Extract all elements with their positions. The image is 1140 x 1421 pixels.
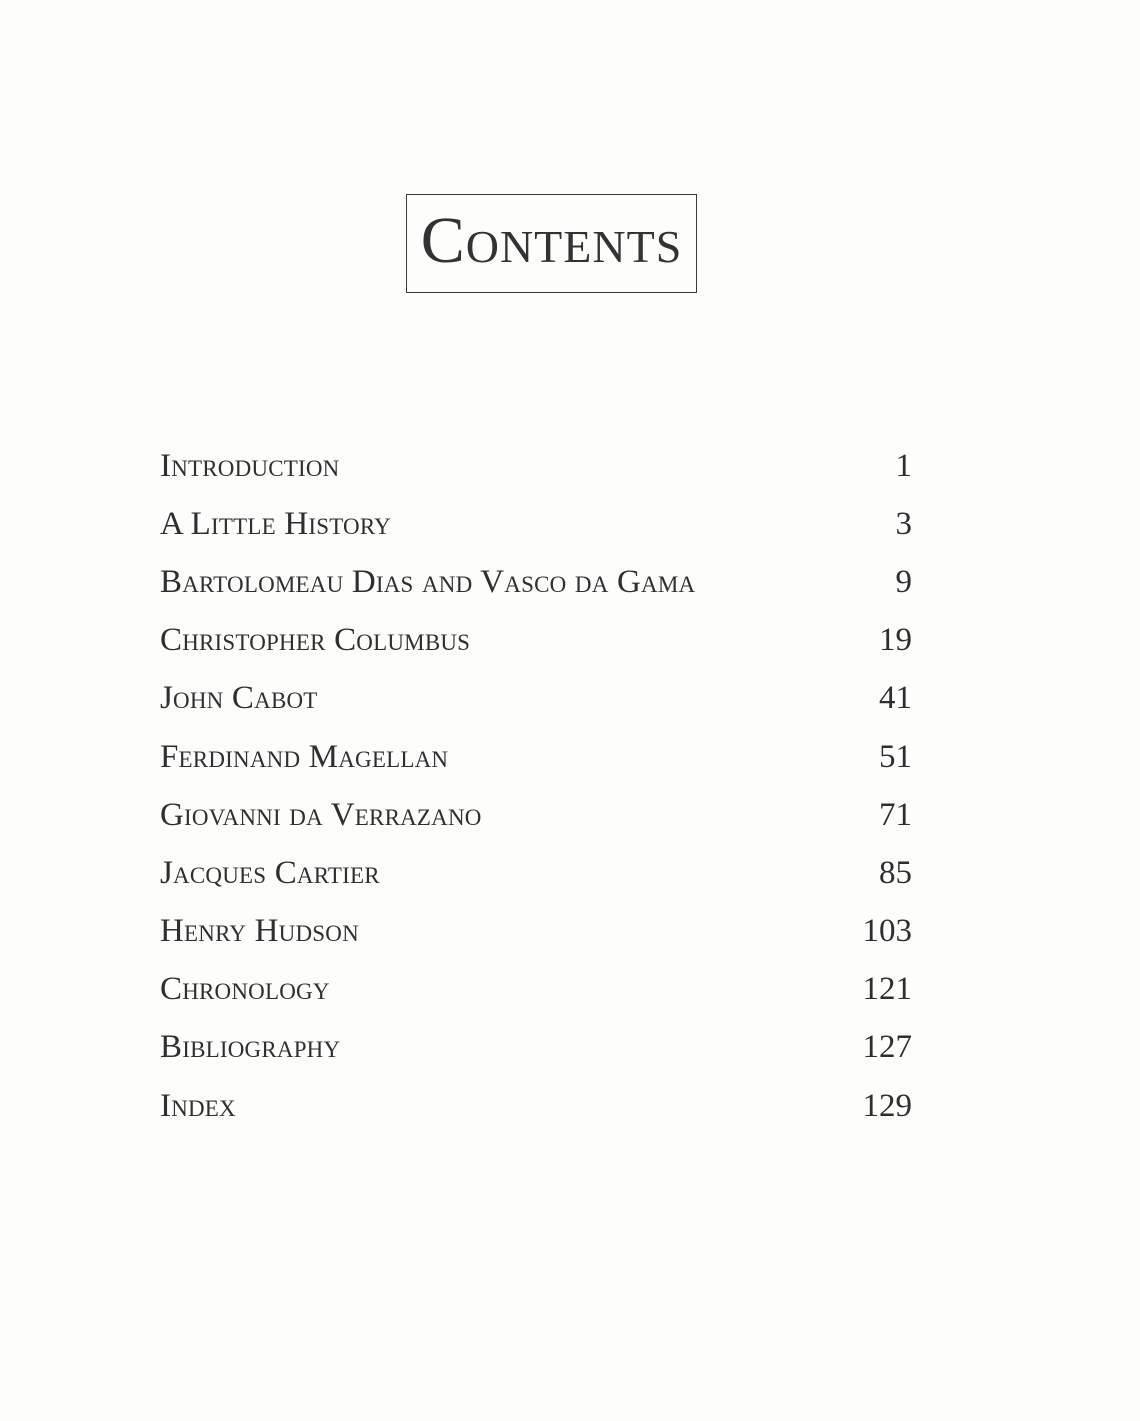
toc-entry-chronology[interactable]: [160, 961, 912, 1019]
toc-entry-dias-and-da-gama[interactable]: [160, 553, 912, 611]
toc-entry-title: Introduction: [160, 447, 340, 484]
toc-entry-title: Index: [160, 1087, 236, 1124]
toc-entry-title: Giovanni da Verrazano: [160, 796, 482, 833]
page-title: Contents: [420, 203, 683, 277]
toc-entry-jacques-cartier[interactable]: [160, 844, 912, 902]
toc-entry-page: 19: [879, 622, 912, 659]
toc-entry-page: 9: [895, 563, 912, 600]
toc-entry-page: 51: [879, 738, 912, 775]
toc-entry-christopher-columbus[interactable]: [160, 612, 912, 670]
toc-entry-bibliography[interactable]: [160, 1019, 912, 1077]
toc-entry-page: 41: [879, 680, 912, 717]
toc-entry-title: Chronology: [160, 971, 330, 1008]
toc-entry-a-little-history[interactable]: [160, 495, 912, 553]
contents-title-box: [406, 194, 697, 293]
toc-entry-page: 3: [895, 505, 912, 542]
toc-entry-page: 85: [879, 854, 912, 891]
toc-entry-title: Ferdinand Magellan: [160, 738, 449, 775]
toc-entry-giovanni-da-verrazano[interactable]: [160, 786, 912, 844]
toc-entry-henry-hudson[interactable]: [160, 903, 912, 961]
toc-entry-introduction[interactable]: [160, 437, 912, 495]
toc-entry-title: John Cabot: [160, 680, 318, 717]
toc-entry-page: 71: [879, 796, 912, 833]
toc-entry-john-cabot[interactable]: [160, 670, 912, 728]
toc-entry-title: Henry Hudson: [160, 913, 359, 950]
table-of-contents: [160, 437, 912, 1135]
toc-entry-page: 1: [895, 447, 912, 484]
toc-entry-title: Christopher Columbus: [160, 622, 471, 659]
toc-entry-title: Bartolomeau Dias and Vasco da Gama: [160, 563, 696, 600]
toc-entry-page: 121: [862, 971, 912, 1008]
toc-entry-title: Jacques Cartier: [160, 854, 380, 891]
toc-entry-page: 103: [862, 913, 912, 950]
toc-entry-index[interactable]: [160, 1077, 912, 1135]
toc-entry-page: 127: [862, 1029, 912, 1066]
toc-entry-page: 129: [862, 1087, 912, 1124]
toc-entry-ferdinand-magellan[interactable]: [160, 728, 912, 786]
toc-entry-title: A Little History: [160, 505, 391, 542]
toc-entry-title: Bibliography: [160, 1029, 341, 1066]
